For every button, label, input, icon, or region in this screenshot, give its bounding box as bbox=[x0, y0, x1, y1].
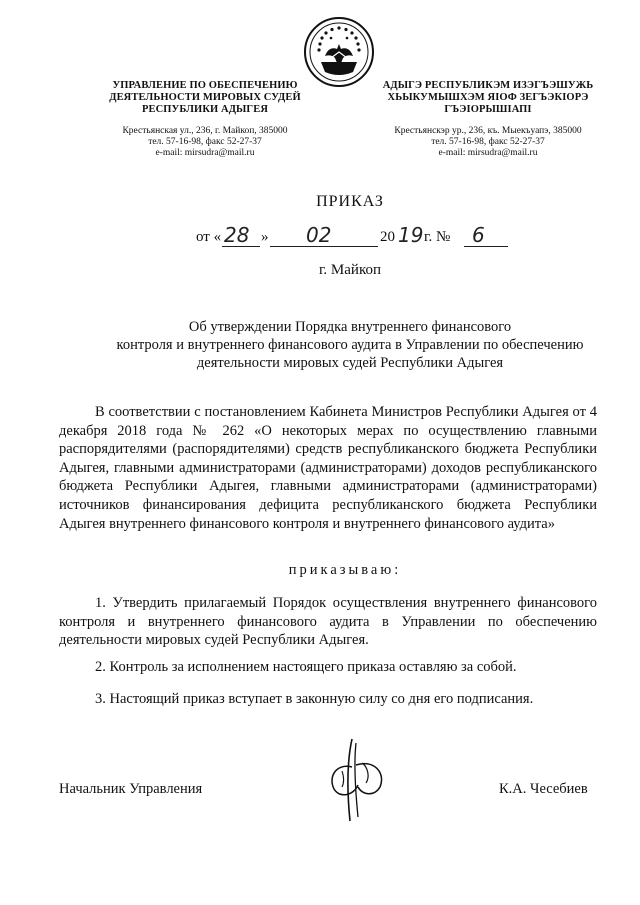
subject-line: Об утверждении Порядка внутреннего финансового bbox=[188, 319, 512, 335]
document-subject bbox=[80, 318, 620, 372]
org-name-line: УПРАВЛЕНИЕ ПО ОБЕСПЕЧЕНИЮ bbox=[112, 80, 298, 91]
date-number-line bbox=[196, 223, 526, 251]
org-address-ru bbox=[100, 126, 310, 159]
date-month: 02 bbox=[306, 223, 332, 247]
date-year-prefix: 20 bbox=[380, 229, 395, 245]
org-name-line: ДЕЯТЕЛЬНОСТИ МИРОВЫХ СУДЕЙ bbox=[109, 92, 301, 103]
document-title: ПРИКАЗ bbox=[316, 193, 384, 210]
address-line: Крестьянская ул., 236, г. Майкоп, 385000 bbox=[122, 126, 288, 136]
order-item-2: 2. Контроль за исполнением настоящего приказа оставляю за собой. bbox=[95, 659, 517, 675]
city: г. Майкоп bbox=[318, 262, 382, 278]
email-line: e-mail: mirsudra@mail.ru bbox=[155, 148, 255, 158]
document-number: 6 bbox=[472, 223, 485, 247]
subject-line: деятельности мировых судей Республики Адыгея bbox=[196, 355, 504, 371]
signer-name: К.А. Чесебиев bbox=[499, 781, 588, 797]
phone-line: тел. 57-16-98, факс 52-27-37 bbox=[148, 137, 262, 147]
header-right-org bbox=[372, 80, 604, 159]
org-name-line: ГЪЭIОРЫШIАПI bbox=[444, 104, 532, 115]
signer-position: Начальник Управления bbox=[59, 781, 203, 797]
order-item-3: 3. Настоящий приказ вступает в законную силу со дня его подписания. bbox=[95, 691, 534, 707]
date-day: 28 bbox=[224, 223, 250, 247]
email-line: e-mail: mirsudra@mail.ru bbox=[438, 148, 538, 158]
date-year-suffix: 19 bbox=[398, 223, 424, 247]
phone-line: тел. 57-16-98, факс 52-27-37 bbox=[431, 137, 545, 147]
address-line: Крестьянскэр ур., 236, къ. Мыекъуапэ, 385000 bbox=[394, 126, 582, 136]
date-prefix: от « bbox=[196, 229, 222, 245]
org-name-line: ХЬЫКУМЫШХЭМ ЯIОФ ЗЕГЪЭКIОРЭ bbox=[387, 92, 589, 103]
number-label: г. № bbox=[424, 229, 451, 245]
header-left-org bbox=[100, 80, 310, 159]
org-name-ru bbox=[100, 80, 310, 116]
coat-of-arms-icon bbox=[303, 16, 375, 88]
signature-icon bbox=[322, 737, 392, 823]
order-item-1: 1. Утвердить прилагаемый Порядок осуществления внутреннего финансового контроля и внутреннего финансового аудита в Управлении по обеспечению деятельности мировых судей Республики Адыгея. bbox=[59, 595, 597, 649]
org-name-line: РЕСПУБЛИКИ АДЫГЕЯ bbox=[141, 104, 269, 115]
preamble-paragraph: В соответствии с постановлением Кабинета Министров Республики Адыгея от 4 декабря 2018 года № 262 «О некоторых мерах по осуществлению главными распорядителями (распорядителями) средств республиканского бюджета Республики Адыгея, главными администраторами (администраторами) доходов республиканского бюджета Республики Адыгея, главными администраторами (администраторами) источников финансирования дефицита республиканского бюджета Республики Адыгея внутреннего финансового контроля и внутреннего финансового аудита» bbox=[59, 404, 597, 532]
org-name-ady bbox=[372, 80, 604, 116]
subject-line: контроля и внутреннего финансового аудита в Управлении по обеспечению bbox=[116, 337, 584, 353]
orders-heading: приказываю: bbox=[288, 562, 402, 578]
org-name-line: АДЫГЭ РЕСПУБЛИКЭМ ИЗЭГЪЭШУЖЬ bbox=[382, 80, 594, 91]
org-address-ady bbox=[372, 126, 604, 159]
date-mid: » bbox=[261, 229, 269, 245]
